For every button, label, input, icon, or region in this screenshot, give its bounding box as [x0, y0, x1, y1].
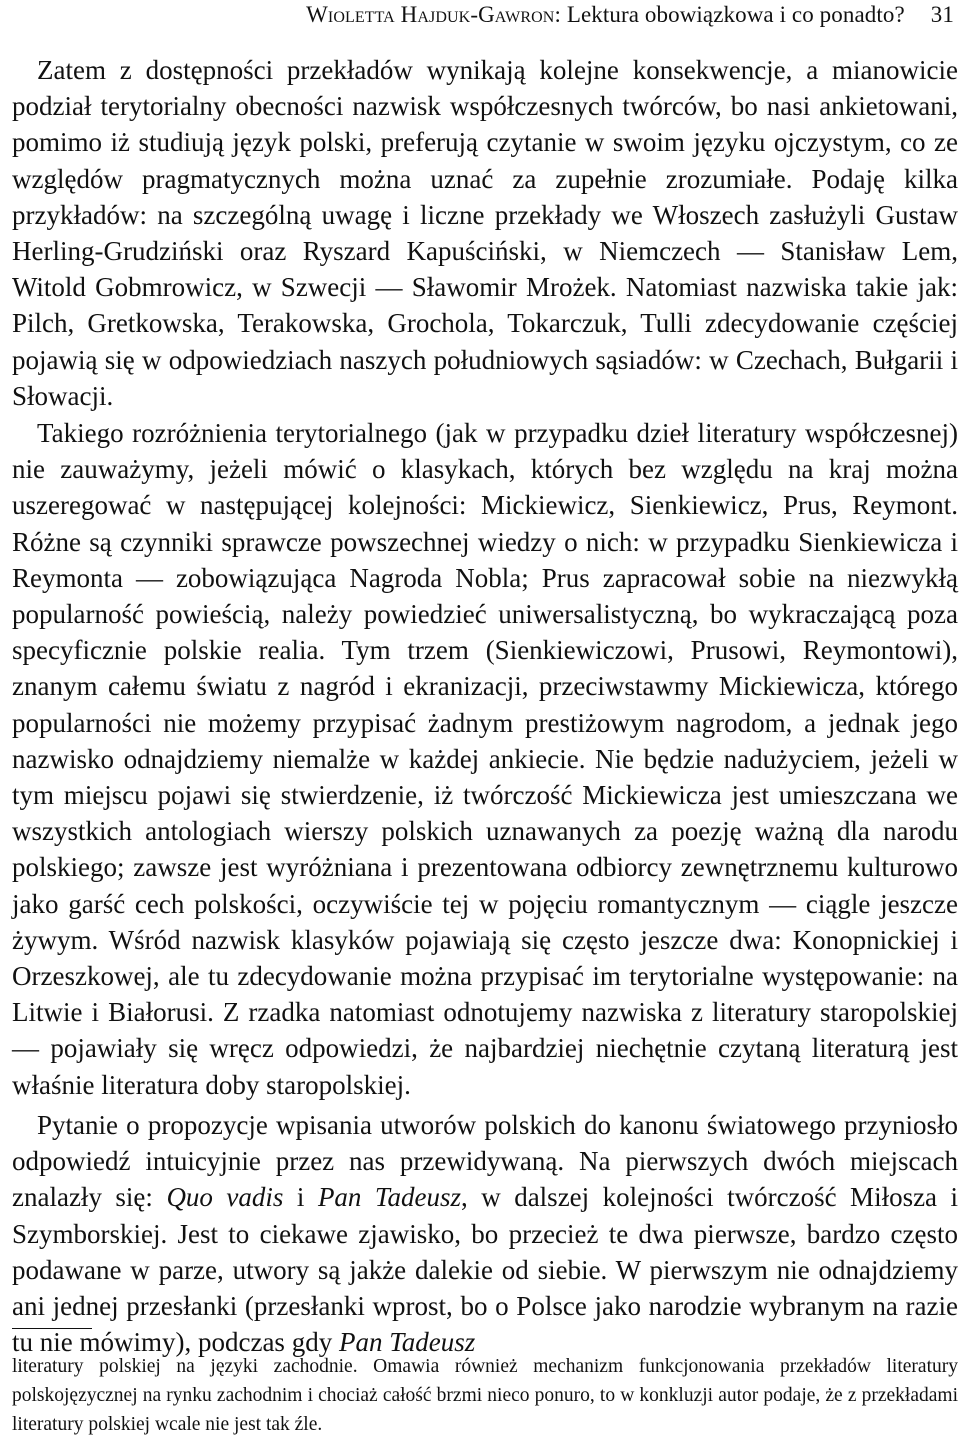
paragraph-3 [12, 1107, 958, 1360]
footnote-separator [12, 1328, 92, 1329]
book-title-pan-tadeusz-2: Pan Tadeusz [338, 1327, 476, 1358]
page-number: 31 [930, 2, 954, 27]
paragraph-3-conjunction: i [296, 1182, 305, 1213]
paragraph-1: Zatem z dostępności przekładów wynikają kolejne konsekwencje, a mianowicie podział terytorialny obecności nazwisk współczesnych twórców, bo nasi ankietowani, pomimo iż studiują język polski, preferują czytanie w swoim języku ojczystym, co ze względów pragmatycznych można uznać za zupełnie zrozumiałe. Podaję kilka przykładów: na szczególną uwagę i liczne przekłady we Włoszech zasłużyli Gustaw Herling-Grudziński oraz Ryszard Kapuściński, w Niemczech — Stanisław Lem, Witold Gobmrowicz, w Szwecji — Sławomir Mrożek. Natomiast nazwiska takie jak: Pilch, Gretkowska, Terakowska, Grochola, Tokarczuk, Tulli zdecydowanie częściej pojawią się w odpowiedziach naszych południowych sąsiadów: w Czechach, Bułgarii i Słowacji. [12, 55, 958, 411]
book-title-quo-vadis: Quo vadis [166, 1182, 284, 1213]
footnote: literatury polskiej na języki zachodnie. Omawia również mechanizm funkcjonowania przekładów literatury polskojęzycznej na rynku zachodnim i chociaż całość brzmi nieco ponuro, to w konkluzji autor podaje, że z przekładami literatury polskiej wcale nie jest tak źle. [12, 1356, 958, 1435]
header-author: Wioletta Hajduk-Gawron: [306, 2, 561, 27]
header-title: Lektura obowiązkowa i co ponadto? [566, 2, 905, 27]
paragraph-2: Takiego rozróżnienia terytorialnego (jak w przypadku dzieł literatury współczesnej) nie zauważymy, jeżeli mówić o klasykach, których bez względu na kraj można uszeregować w następującej kolejności: Mickiewicz, Sienkiewicz, Prus, Reymont. Różne są czynniki sprawcze powszechnej wiedzy o nich: w przypadku Sienkiewicza i Reymonta — zobowiązująca Nagroda Nobla; Prus zapracował sobie na niezwykłą popularność powieścią, należy powiedzieć uniwersalistyczną, bo wykraczającą poza specyficznie polskie realia. Tym trzem (Sienkiewiczowi, Prusowi, Reymontowi), znanym całemu światu z nagród i ekranizacji, przeciwstawmy Mickiewicza, którego popularności nie możemy przypisać żadnym prestiżowym nagrodom, a jednak jego nazwisko odnajdziemy niemalże w każdej ankiecie. Nie będzie nadużyciem, jeżeli w tym miejscu pojawi się stwierdzenie, iż twórczość Mickiewicza jest umieszczana we wszystkich antologiach wierszy polskich uznawanych za poezję ważną dla narodu polskiego; zawsze jest wyróżniana i prezentowana odbiorcy zewnętrznemu kulturowo jako garść cech polskości, oczywiście tej w pojęciu romantycznym — ciągle jeszcze żywym. Wśród nazwisk klasyków pojawiają się często jeszcze dwa: Konopnickiej i Orzeszkowej, ale tu zdecydowanie można przypisać im terytorialne występowanie: na Litwie i Białorusi. Z rzadka natomiast odnotujemy nazwiska z literatury staropolskiej — pojawiały się wręcz odpowiedzi, że najbardziej niechętnie czytaną literaturą jest właśnie literatura doby staropolskiej. [12, 418, 958, 1100]
paragraph-3-text-a: Pytanie o propozycje wpisania utworów polskich do kanonu światowego przyniosło odpowiedź intuicyjnie przez nas przewidywaną. Na pierwszych dwóch miejscach znalazły się: [12, 1109, 958, 1213]
body-text [12, 52, 958, 1360]
book-title-pan-tadeusz: Pan Tadeusz [317, 1182, 461, 1213]
paragraph-3-text-b: , w dalszej kolejności twórczość Miłosza i Szymborskiej. Jest to ciekawe zjawisko, bo przecież te dwa pierwsze, bardzo często podawane w parze, utwory są jakże dalekie od siebie. W pierwszym nie odnajdziemy ani jednej przesłanki (przesłanki wprost, bo o Polsce jako narodzie wybranym na razie tu nie mówimy), podczas gdy [12, 1182, 959, 1358]
running-header [12, 0, 958, 40]
document-page [12, 0, 958, 1440]
